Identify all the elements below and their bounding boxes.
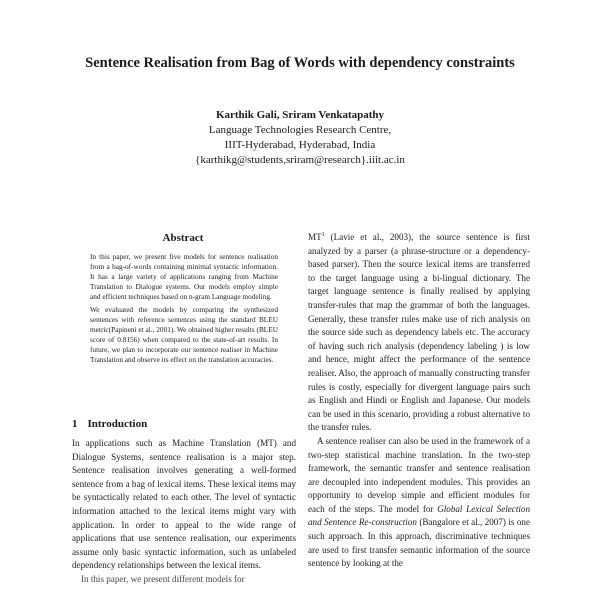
model-name-italic: Global Lexical Selection and Sentence Re-construction <box>308 503 530 528</box>
right-paragraph-2-text-b: (Bangalore et al., 2007) is one such approach. In this approach, discriminative techniques are used to first transfer semantic information of the source sentence by looking at the <box>308 517 530 569</box>
right-column-body <box>308 231 530 571</box>
author-email: {karthikg@students,sriram@research}.iiit.ac.in <box>195 154 405 166</box>
section-heading-introduction <box>72 418 147 430</box>
right-paragraph-2 <box>308 435 530 571</box>
abstract-heading: Abstract <box>162 232 204 244</box>
abstract-body <box>90 252 278 368</box>
right-paragraph-1 <box>308 231 530 435</box>
intro-paragraph-1: In applications such as Machine Translation (MT) and Dialogue Systems, sentence realisation is a major step. Sentence realisation involves generating a well-formed sentence from a bag of lexical items. These lexical items may be syntactically related to each other. The level of syntactic information attached to the lexical items might vary with application. In order to appeal to the wide range of applications that use sentence realisation, our experiments assume only basic syntactic information, such as unlabeled dependency relationships between the lexical items. <box>72 438 296 571</box>
section-number: 1 <box>72 418 78 430</box>
paper-title: Sentence Realisation from Bag of Words with dependency constraints <box>85 55 515 71</box>
left-column-body <box>72 437 296 587</box>
right-paragraph-1-text: (Lavie et al., 2003), the source sentence is first analyzed by a parser (a phrase-structure or a dependency-based parser). Then the source lexical items are transferred to the target language using a bi-lingual dictionary. The target language sentence is finally realised by applying transfer-rules that map the grammar of both the languages. Generally, these transfer rules make use of rich analysis on the source side such as dependency labels etc. The accuracy of having such rich analysis (dependency labeling ) is low and hence, might affect the performance of the sentence realiser. Also, the approach of manually constructing transfer rules is costly, especially for divergent language pairs such as English and Hindi or English and Japanese. Our models can be used in this scenario, providing a robust alternative to the transfer rules. <box>308 232 530 433</box>
abstract-paragraph-1: In this paper, we present five models for sentence realisation from a bag-of-words containing minimal syntactic information. It has a large variety of applications ranging from Machine Translation to Dialogue systems. Our models employ simple and efficient techniques based on n-gram Language modeling. <box>90 252 278 301</box>
footnote-marker: 1 <box>321 231 325 238</box>
right-paragraph-2-text-a: A sentence realiser can also be used in the framework of a two-step statistical machine translation. In the two-step framework, the semantic transfer and sentence realisation are decoupled into independent modules. This provides an opportunity to develop simple and efficient modules for each of the steps. The model for <box>308 435 530 514</box>
abstract-paragraph-2: We evaluated the models by comparing the synthesized sentences with reference sentences using the standard BLEU metric(Papineni et al., 2001). We obtained higher results (BLEU score of 0.8156) when compared to the state-of-art results. In future, we plan to incorporate our sentence realiser in Machine Translation and observe its effect on the translation accuracies. <box>90 305 278 364</box>
section-title: Introduction <box>87 418 148 430</box>
author-affiliation: Language Technologies Research Centre, <box>208 124 392 136</box>
author-block <box>0 108 600 168</box>
intro-paragraph-2-start: In this paper, we present different models for <box>81 573 245 584</box>
author-names: Karthik Gali, Sriram Venkatapathy <box>215 109 385 121</box>
mt-label: MT <box>308 232 322 242</box>
author-location: IIIT-Hyderabad, Hyderabad, India <box>224 139 376 151</box>
